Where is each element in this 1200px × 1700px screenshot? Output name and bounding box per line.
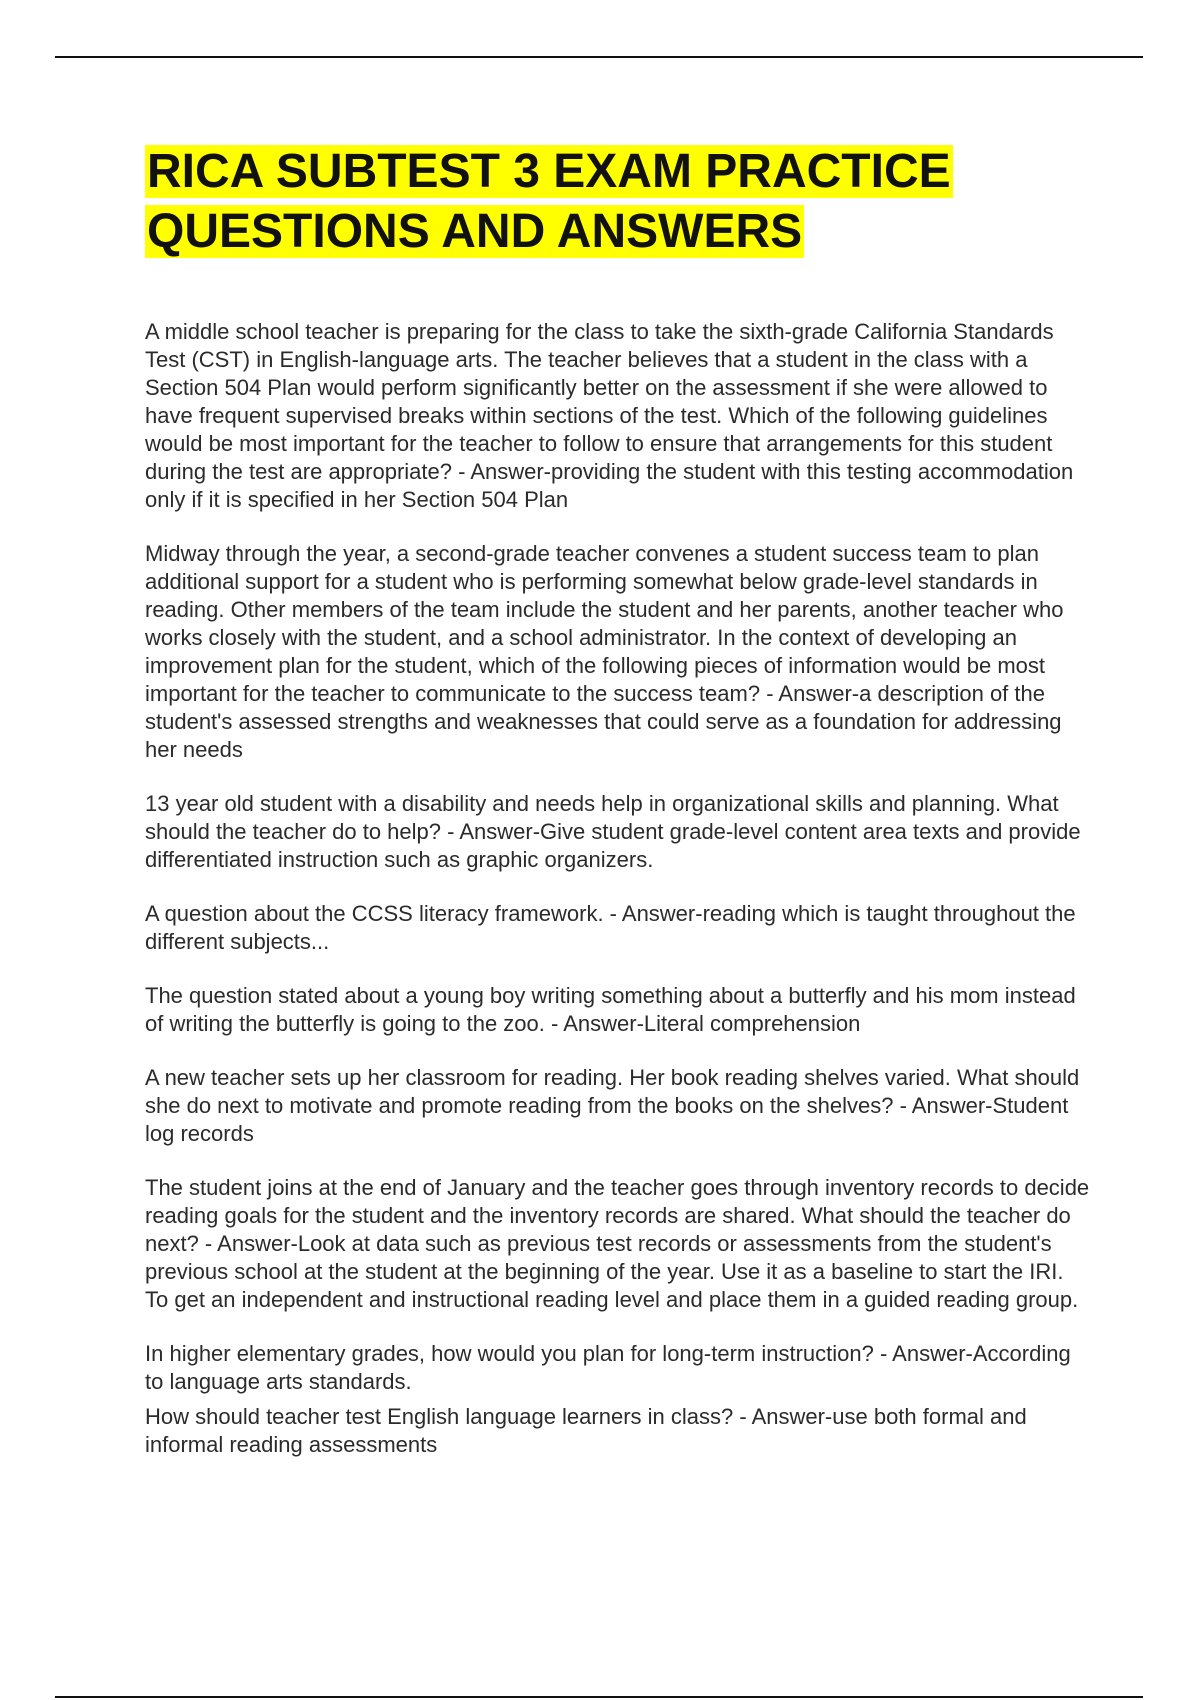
title-line-2 (145, 202, 1105, 262)
title-highlight: QUESTIONS AND ANSWERS (147, 205, 803, 258)
qa-list (145, 318, 1090, 1485)
qa-item-5: The question stated about a young boy writing something about a butterfly and his mom instead of writing the butterfly is going to the zoo. - Answer-Literal comprehension (145, 983, 1076, 1036)
qa-item-1: A middle school teacher is preparing for the class to take the sixth-grade California Standards Test (CST) in English-language arts. The teacher believes that a student in the class with a Section 504 Plan would perform significantly better on the assessment if she were allowed to have frequent supervised breaks within sections of the test. Which of the following guidelines would be most important for the teacher to follow to ensure that arrangements for this student during the test are appropriate? - Answer-providing the student with this testing accommodation only if it is specified in her Section 504 Plan (145, 319, 1074, 512)
title-line-1 (145, 142, 1105, 202)
qa-item-6: A new teacher sets up her classroom for reading. Her book reading shelves varied. What should she do next to motivate and promote reading from the books on the shelves? - Answer-Student log records (145, 1065, 1080, 1146)
title-highlight: RICA SUBTEST 3 EXAM PRACTICE (147, 145, 951, 198)
qa-item-2: Midway through the year, a second-grade teacher convenes a student success team to plan additional support for a student who is performing somewhat below grade-level standards in reading. Other members of the team include the student and her parents, another teacher who works closely with the student, and a school administrator. In the context of developing an improvement plan for the student, which of the following pieces of information would be most important for the teacher to communicate to the success team? - Answer-a description of the student's assessed strengths and weaknesses that could serve as a foundation for addressing her needs (145, 541, 1064, 762)
qa-item-7: The student joins at the end of January and the teacher goes through inventory records to decide reading goals for the student and the inventory records are shared. What should the teacher do next? - Answer-Look at data such as previous test records or assessments from the student's previous school at the student at the beginning of the year. Use it as a baseline to start the IRI. To get an independent and instructional reading level and place them in a guided reading group. (145, 1175, 1090, 1312)
qa-item-9: How should teacher test English language learners in class? - Answer-use both formal and informal reading assessments (145, 1404, 1027, 1457)
document-title (145, 142, 1105, 262)
qa-item-8: In higher elementary grades, how would you plan for long-term instruction? - Answer-According to language arts standards. (145, 1341, 1071, 1394)
top-rule (55, 56, 1143, 58)
qa-item-4: A question about the CCSS literacy framework. - Answer-reading which is taught throughout the different subjects... (145, 901, 1076, 954)
bottom-rule (55, 1696, 1143, 1698)
qa-item-3: 13 year old student with a disability and needs help in organizational skills and planning. What should the teacher do to help? - Answer-Give student grade-level content area texts and provide differentiated instruction such as graphic organizers. (145, 791, 1081, 872)
